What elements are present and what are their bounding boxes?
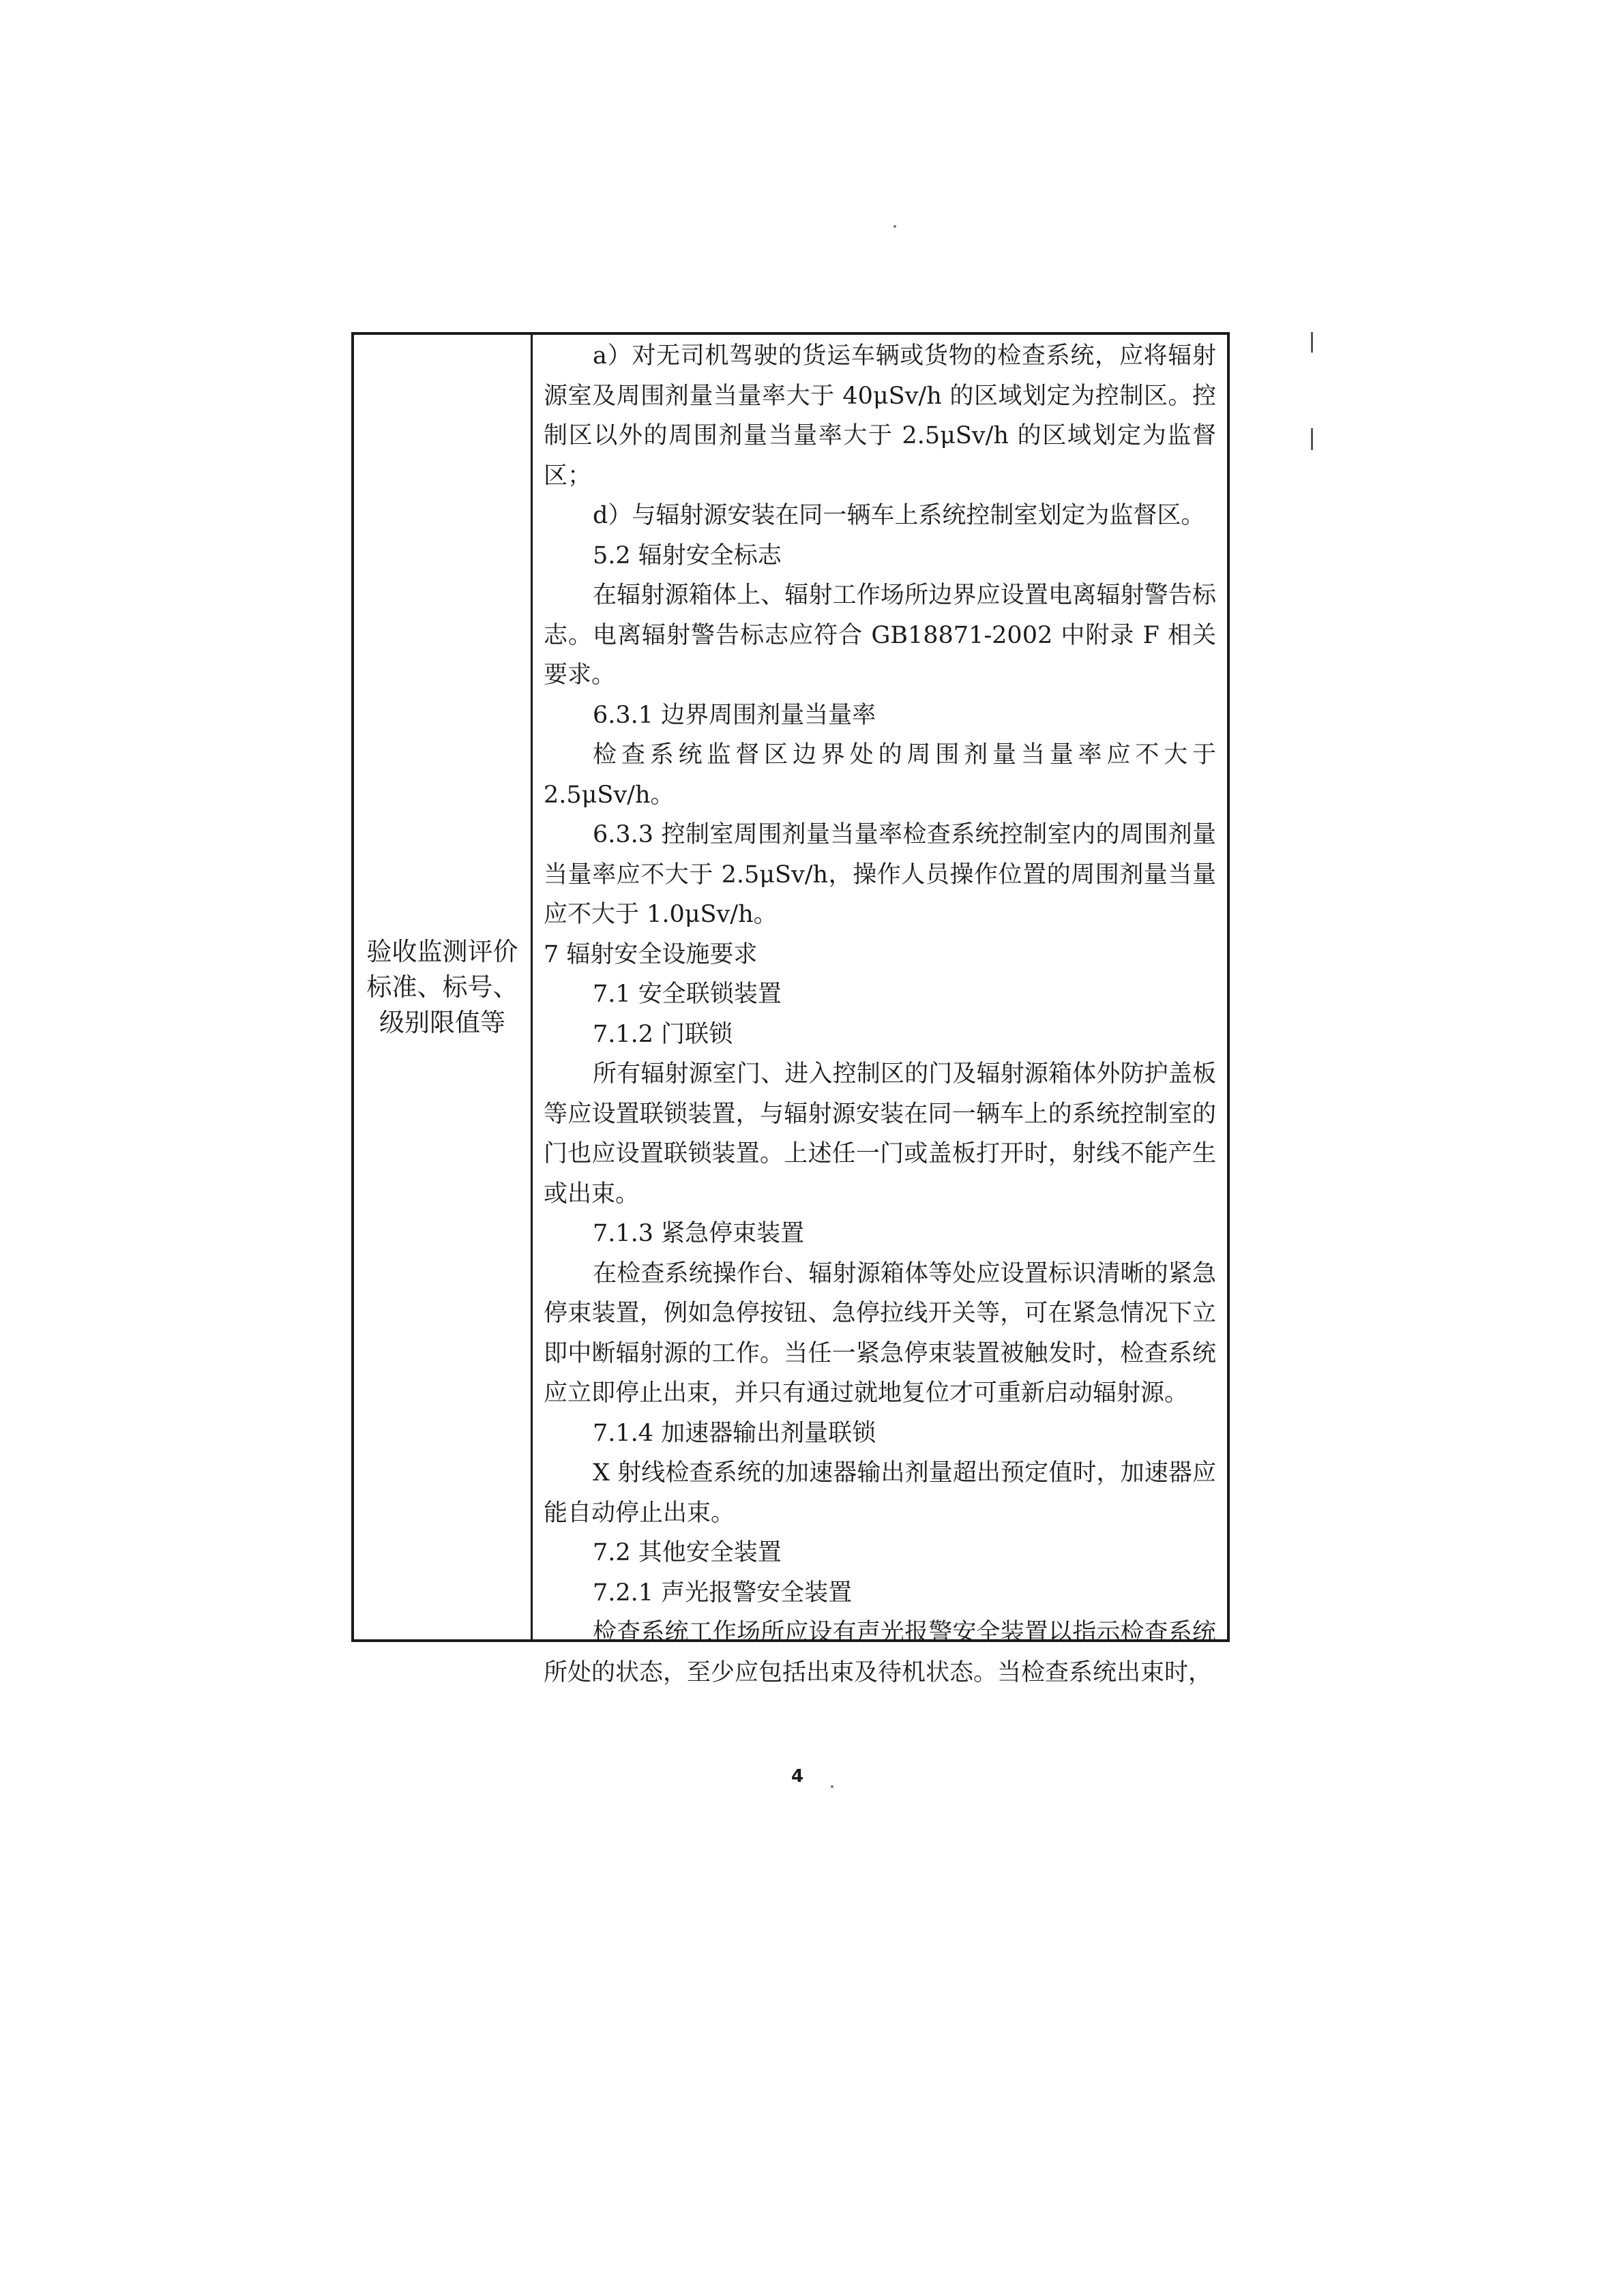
scan-artifact-dot — [894, 225, 896, 228]
content-paragraph: 7.1.3 紧急停束装置 — [593, 1220, 805, 1247]
content-paragraph: 7.2 其他安全装置 — [593, 1539, 782, 1566]
table-label-line: 标准、标号、 — [366, 972, 518, 1002]
content-paragraph: 7.2.1 声光报警安全装置 — [593, 1579, 853, 1607]
content-paragraph: d）与辐射源安装在同一辆车上系统控制室划定为监督区。 — [593, 502, 1205, 529]
content-paragraph: 7.1.4 加速器输出剂量联锁 — [593, 1419, 876, 1447]
content-paragraph: 7.1 安全联锁装置 — [593, 981, 782, 1008]
scan-artifact-dot — [831, 1785, 833, 1788]
content-paragraph: a）对无司机驾驶的货运车辆或货物的检查系统，应将辐射源室及周围剂量当量率大于 40μSv/h 的区域划定为控制区。控制区以外的周围剂量当量率大于 2.5μSv/h 的区域划定为监督区； — [544, 342, 1216, 490]
table-label-line: 级别限值等 — [379, 1007, 505, 1037]
content-paragraph: 在辐射源箱体上、辐射工作场所边界应设置电离辐射警告标志。电离辐射警告标志应符合 GB18871-2002 中附录 F 相关要求。 — [544, 582, 1216, 689]
content-paragraph: 6.3.1 边界周围剂量当量率 — [593, 701, 876, 729]
content-paragraph: 6.3.3 控制室周围剂量当量率检查系统控制室内的周围剂量当量率应不大于 2.5μSv/h，操作人员操作位置的周围剂量当量应不大于 1.0μSv/h。 — [544, 821, 1216, 928]
scan-artifact-mark — [1311, 332, 1313, 353]
table-label-text — [359, 934, 525, 1041]
table-label-cell — [354, 335, 533, 1639]
scan-artifact-mark — [1311, 428, 1313, 450]
page-number: 4 — [791, 1766, 804, 1787]
table-label-line: 验收监测评价 — [366, 936, 518, 966]
standards-table — [351, 332, 1230, 1686]
content-paragraph: 所有辐射源室门、进入控制区的门及辐射源箱体外防护盖板等应设置联锁装置，与辐射源安装在同一辆车上的系统控制室的门也应设置联锁装置。上述任一门或盖板打开时，射线不能产生或出束。 — [544, 1060, 1216, 1208]
content-paragraph: 7.1.2 门联锁 — [593, 1020, 733, 1048]
table-content-cell — [533, 335, 1227, 1686]
content-paragraph: 检查系统监督区边界处的周围剂量当量率应不大于 2.5μSv/h。 — [544, 741, 1216, 809]
content-paragraph: 7 辐射安全设施要求 — [544, 940, 758, 968]
content-paragraph: 5.2 辐射安全标志 — [593, 541, 782, 569]
content-paragraph: 在检查系统操作台、辐射源箱体等处应设置标识清晰的紧急停束装置，例如急停按钮、急停拉线开关等，可在紧急情况下立即中断辐射源的工作。当任一紧急停束装置被触发时，检查系统应立即停止出束，并只有通过就地复位才可重新启动辐射源。 — [544, 1259, 1216, 1407]
content-paragraph: 检查系统工作场所应设有声光报警安全装置以指示检查系统所处的状态，至少应包括出束及待机状态。当检查系统出束时， — [544, 1619, 1216, 1686]
content-paragraph: X 射线检查系统的加速器输出剂量超出预定值时，加速器应能自动停止出束。 — [544, 1459, 1216, 1527]
